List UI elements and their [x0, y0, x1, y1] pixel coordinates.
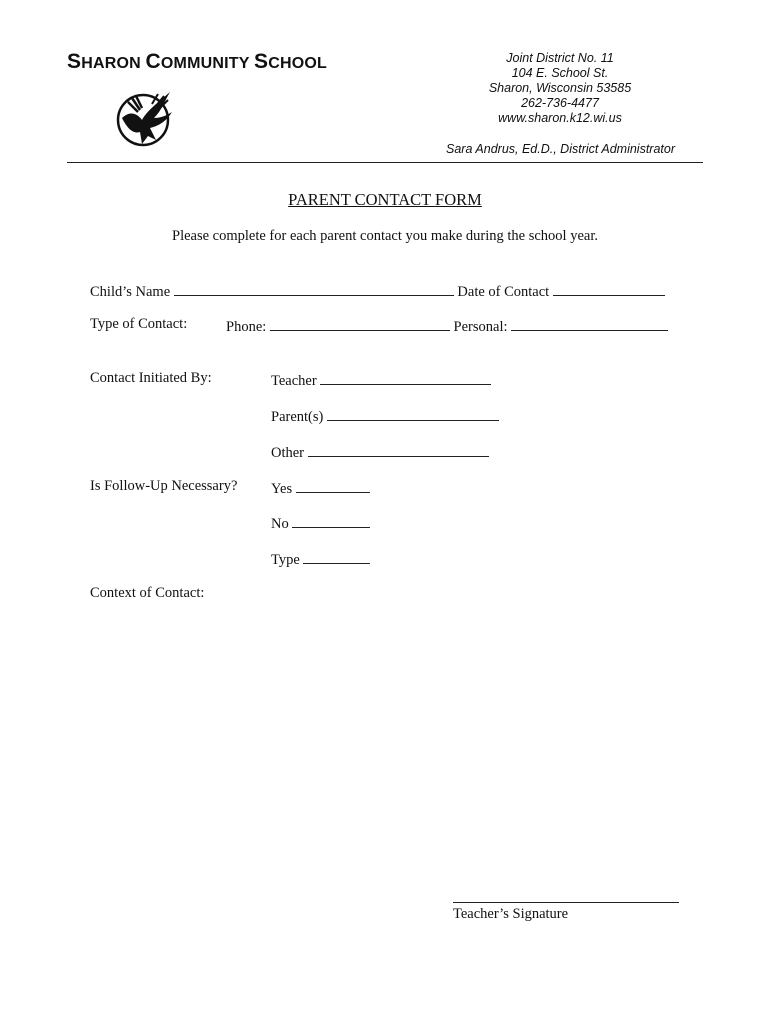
- header-divider: [67, 162, 703, 163]
- form-instructions: Please complete for each parent contact you make during the school year.: [172, 228, 598, 244]
- teacher-field[interactable]: [320, 370, 491, 385]
- childs-name-label: Child’s Name: [90, 284, 171, 300]
- yes-field[interactable]: [296, 478, 370, 493]
- phone-label: Phone:: [226, 319, 267, 335]
- personal-label: Personal:: [453, 319, 508, 335]
- address-line: Sharon, Wisconsin 53585: [488, 81, 632, 95]
- district-administrator: Sara Andrus, Ed.D., District Administrator: [446, 142, 676, 156]
- eagle-emblem-icon: [112, 88, 178, 150]
- school-name-part: CHOOL: [268, 55, 327, 72]
- school-name: [67, 50, 327, 74]
- type-option: [271, 549, 370, 569]
- signature-line[interactable]: [453, 902, 679, 903]
- phone-field[interactable]: [270, 316, 450, 331]
- teacher-label: Teacher: [271, 373, 317, 389]
- parents-label: Parent(s): [271, 409, 324, 425]
- personal-field[interactable]: [511, 316, 668, 331]
- parents-field[interactable]: [327, 406, 499, 421]
- address-line: Joint District No. 11: [506, 51, 614, 65]
- parents-option: [271, 406, 499, 426]
- yes-option: [271, 478, 370, 498]
- type-of-contact-row: [226, 316, 668, 336]
- address-line: 262-736-4477: [521, 96, 599, 110]
- no-field[interactable]: [292, 513, 370, 528]
- school-name-part: HARON: [81, 55, 146, 72]
- other-field[interactable]: [308, 442, 489, 457]
- date-of-contact-label: Date of Contact: [457, 284, 550, 300]
- other-option: [271, 442, 489, 462]
- school-name-part: S: [253, 50, 269, 73]
- childs-name-row: [90, 281, 665, 301]
- yes-label: Yes: [271, 481, 293, 497]
- type-label: Type: [271, 552, 300, 568]
- school-name-part: OMMUNITY: [160, 55, 254, 72]
- no-option: [271, 513, 370, 533]
- website-link: www.sharon.k12.wi.us: [498, 111, 622, 125]
- school-name-part: C: [145, 50, 161, 73]
- address-line: 104 E. School St.: [511, 66, 609, 80]
- type-field[interactable]: [303, 549, 370, 564]
- other-label: Other: [271, 445, 305, 461]
- form-title: PARENT CONTACT FORM: [288, 190, 482, 209]
- no-label: No: [271, 516, 289, 532]
- context-area[interactable]: [90, 610, 680, 880]
- follow-up-label: Is Follow-Up Necessary?: [90, 478, 238, 494]
- school-name-part: S: [67, 50, 82, 73]
- initiated-by-label: Contact Initiated By:: [90, 370, 212, 386]
- district-address: [470, 51, 650, 126]
- teacher-option: [271, 370, 491, 390]
- childs-name-field[interactable]: [174, 281, 454, 296]
- context-label: Context of Contact:: [90, 585, 205, 601]
- signature-label: Teacher’s Signature: [453, 906, 569, 922]
- type-of-contact-label: Type of Contact:: [90, 316, 188, 332]
- date-of-contact-field[interactable]: [553, 281, 665, 296]
